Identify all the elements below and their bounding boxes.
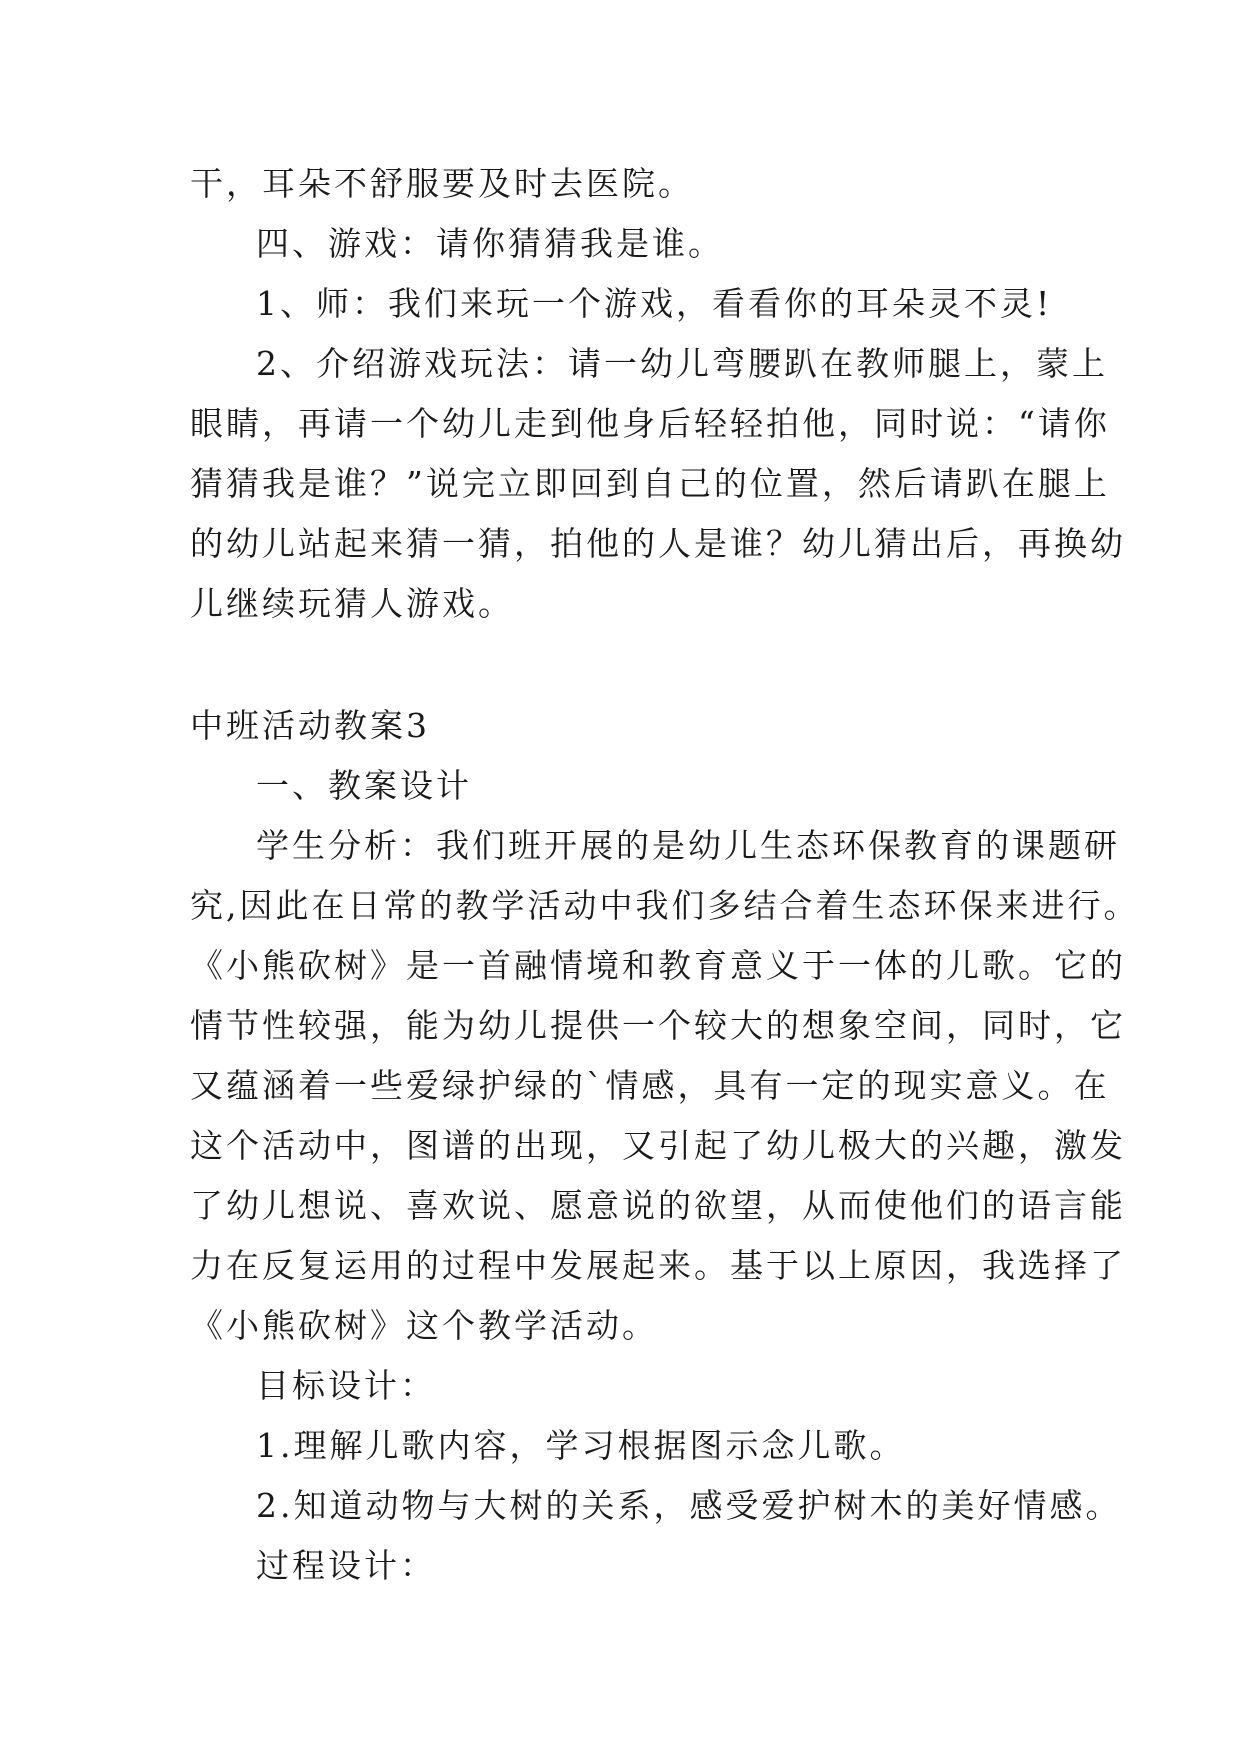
paragraph-line: 又蕴涵着一些爱绿护绿的`情感，具有一定的现实意义。在 xyxy=(190,1066,1110,1105)
goal-heading: 目标设计： xyxy=(256,1366,436,1405)
paragraph-line: 这个活动中，图谱的出现，又引起了幼儿极大的兴趣，激发 xyxy=(190,1126,1126,1165)
paragraph-line: 了幼儿想说、喜欢说、愿意说的欲望，从而使他们的语言能 xyxy=(190,1186,1126,1225)
paragraph-line: 力在反复运用的过程中发展起来。基于以上原因，我选择了 xyxy=(190,1246,1126,1285)
paragraph-line: 学生分析：我们班开展的是幼儿生态环保教育的课题研 xyxy=(256,826,1120,865)
section-title: 中班活动教案3 xyxy=(190,706,430,745)
process-heading: 过程设计： xyxy=(256,1546,436,1585)
paragraph-line: 情节性较强，能为幼儿提供一个较大的想象空间，同时，它 xyxy=(190,1006,1126,1045)
paragraph-line: 1、师：我们来玩一个游戏，看看你的耳朵灵不灵! xyxy=(256,284,1053,323)
section-heading: 一、教案设计 xyxy=(256,766,472,805)
paragraph-line: 儿继续玩猜人游戏。 xyxy=(190,584,514,623)
game-heading: 四、游戏：请你猜猜我是谁。 xyxy=(256,224,724,263)
goal-item: 1.理解儿歌内容，学习根据图示念儿歌。 xyxy=(256,1426,906,1465)
section-gap xyxy=(190,634,1070,696)
paragraph-line: 猜猜我是谁？”说完立即回到自己的位置，然后请趴在腿上 xyxy=(190,464,1110,503)
goal-item: 2.知道动物与大树的关系，感受爱护树木的美好情感。 xyxy=(256,1486,1122,1525)
paragraph-line: 究,因此在日常的教学活动中我们多结合着生态环保来进行。 xyxy=(190,886,1140,925)
paragraph-line: 《小熊砍树》这个教学活动。 xyxy=(190,1306,658,1345)
paragraph-line: 《小熊砍树》是一首融情境和教育意义于一体的儿歌。它的 xyxy=(190,946,1126,985)
paragraph-line: 2、介绍游戏玩法：请一幼儿弯腰趴在教师腿上，蒙上 xyxy=(256,344,1108,383)
paragraph-line: 的幼儿站起来猜一猜，拍他的人是谁？幼儿猜出后，再换幼 xyxy=(190,524,1126,563)
document-page xyxy=(190,154,1140,1596)
paragraph-line: 干，耳朵不舒服要及时去医院。 xyxy=(190,164,694,203)
paragraph-line: 眼睛，再请一个幼儿走到他身后轻轻拍他，同时说：“请你 xyxy=(190,404,1110,443)
